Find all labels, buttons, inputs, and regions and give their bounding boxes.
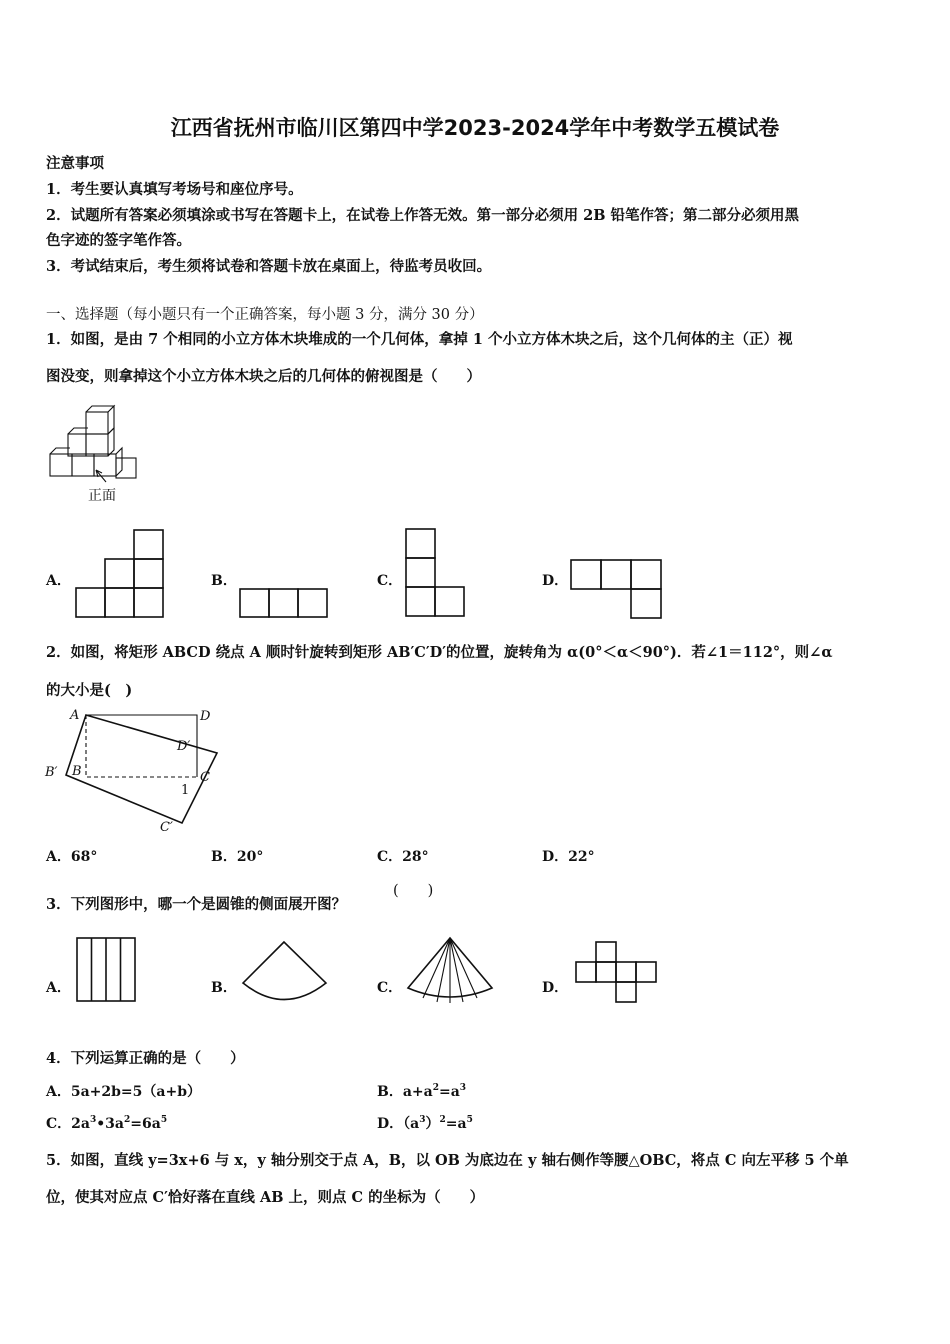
q2-stem-line1: 2．如图，将矩形 ABCD 绕点 A 顺时针旋转到矩形 AB′C′D′的位置，旋转角为 α(0°＜α＜90°)．若∠1＝112°，则∠α [46,644,833,661]
q1-cube-figure [46,402,136,510]
q1-figure-label: 正面 [88,488,116,504]
q2-option-c: C．28° [377,849,429,865]
q1-option-d: D． [542,573,569,589]
notice-item-3: 3．考试结束后，考生须将试卷和答题卡放在桌面上，待监考员收回。 [46,258,492,275]
q1-stem-line2: 图没变，则拿掉这个小立方体木块之后的几何体的俯视图是（ ） [46,368,481,385]
q2-option-d: D．22° [542,849,595,865]
q1-option-c-figure [404,528,466,620]
q2-label-cprime: C′ [160,820,173,835]
q2-option-a: A．68° [46,849,98,865]
q3-option-d: D． [542,980,569,996]
q3-option-b-figure [240,940,330,1006]
q4-option-c: C．$2a^3•3a^2=6a^5$ [46,1115,168,1132]
q1-stem-line1: 1．如图，是由 7 个相同的小立方体木块堆成的一个几何体，拿掉 1 个小立方体木块之后，这个几何体的主（正）视 [46,331,793,348]
q3-option-b: B． [211,980,237,996]
q1-option-a: A． [46,573,71,589]
q1-option-a-figure [74,529,166,619]
q2-label-dprime: D′ [177,739,191,754]
q3-stem: 3．下列图形中，哪一个是圆锥的侧面展开图？ [46,896,347,913]
q2-rectangle-figure [44,705,224,835]
q4-option-a: A．5a+2b=5（a+b） [46,1084,201,1100]
notice-heading: 注意事项 [46,155,104,172]
q2-option-b: B．20° [211,849,264,865]
q3-option-c: C． [377,980,403,996]
q1-option-b: B． [211,573,237,589]
q2-label-b: B [72,764,82,779]
q4-option-d: D．$(a^3)^2=a^5$ [377,1115,473,1132]
q3-option-d-figure [575,940,661,1004]
q2-label-c: C [200,770,210,785]
section-heading: 一、选择题（每小题只有一个正确答案，每小题 3 分，满分 30 分） [46,307,484,323]
q2-label-angle1: 1 [181,783,190,798]
q1-option-b-figure [238,587,330,619]
q3-option-a: A． [46,980,71,996]
page-title: 江西省抚州市临川区第四中学2023-2024学年中考数学五模试卷 [170,116,780,140]
q5-stem-line2: 位，使其对应点 C′恰好落在直线 AB 上，则点 C 的坐标为（ ） [46,1189,485,1206]
q4-option-b: B．$a+a^2=a^3$ [377,1083,467,1100]
notice-item-1: 1．考生要认真填写考场号和座位序号。 [46,181,303,198]
q2-stem-line2: 的大小是( ) [46,682,133,699]
q2-label-bprime: B′ [45,765,58,780]
q4-stem: 4．下列运算正确的是（ ） [46,1050,245,1067]
q3-option-a-figure [75,936,137,1004]
q5-stem-line1: 5．如图，直线 y=3x+6 与 x，y 轴分别交于点 A，B，以 OB 为底边在 y 轴右侧作等腰△OBC，将点 C 向左平移 5 个单 [46,1152,849,1169]
q3-answer-paren: ( ) [393,883,434,899]
q3-option-c-figure [405,936,495,1004]
q1-option-d-figure [569,558,664,620]
q2-label-d: D [200,709,211,724]
notice-item-2-cont: 色字迹的签字笔作答。 [46,232,191,249]
q2-label-a: A [70,708,80,723]
notice-item-2: 2．试题所有答案必须填涂或书写在答题卡上，在试卷上作答无效。第一部分必须用 2B 铅笔作答；第二部分必须用黑 [46,207,800,224]
q1-option-c: C． [377,573,403,589]
